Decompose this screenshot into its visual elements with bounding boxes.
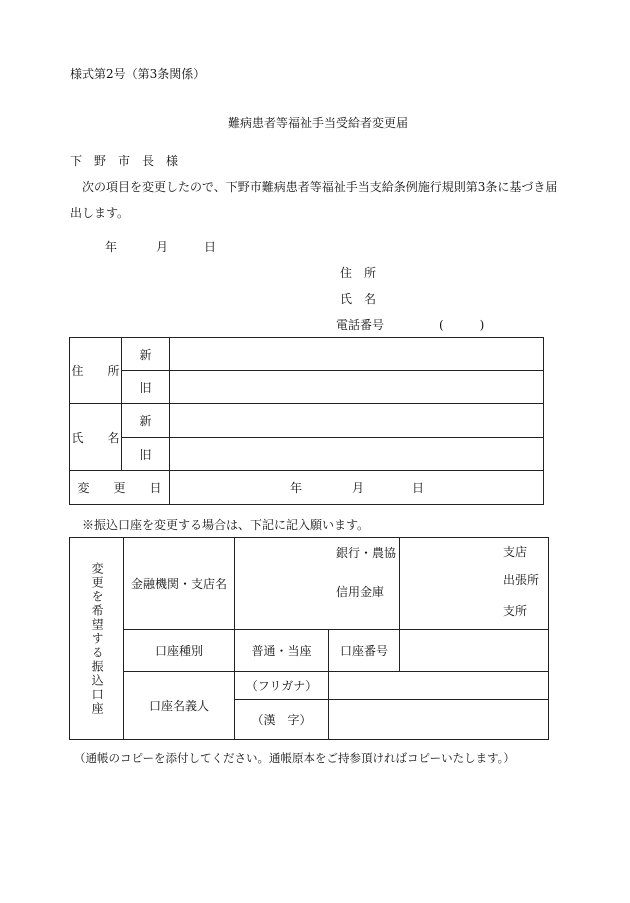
address-old-field[interactable] (170, 371, 544, 404)
date-day-label: 日 (204, 240, 217, 254)
applicant-phone-parentheses: ( ) (439, 318, 485, 332)
account-number-label: 口座番号 (329, 630, 400, 672)
bank-side-label: 変更を希望する振込口座 (90, 561, 105, 716)
form-number: 様式第2号（第3条関係） (70, 67, 206, 81)
name-old-label: 旧 (122, 438, 170, 471)
furigana-field[interactable] (329, 672, 549, 700)
name-new-label: 新 (122, 404, 170, 438)
footer-note: （通帳のコピーを添付してください。通帳原本をご持参頂ければコピーいたします。） (74, 751, 515, 765)
change-date-label: 変 更 日 (70, 471, 170, 505)
applicant-name-label: 氏 名 (340, 292, 377, 306)
branch-type-1: 支店 (503, 545, 528, 559)
bank-note: ※振込口座を変更する場合は、下記に記入願います。 (82, 518, 370, 532)
account-type-label: 口座種別 (124, 630, 235, 672)
branch-type-3: 支所 (503, 604, 528, 618)
date-month-label: 月 (156, 240, 169, 254)
holder-label: 口座名義人 (124, 672, 235, 740)
branch-type-2: 出張所 (503, 573, 540, 587)
furigana-label: （フリガナ） (235, 672, 329, 700)
applicant-address-label: 住 所 (340, 266, 377, 280)
name-label: 氏 名 (70, 404, 122, 471)
bank-table (69, 537, 549, 740)
institution-label: 金融機関・支店名 (124, 538, 235, 630)
institution-field[interactable] (235, 538, 400, 630)
address-label: 住 所 (70, 338, 122, 404)
bank-side-label-cell (70, 538, 124, 740)
bank-type-1: 銀行・農協 (336, 546, 397, 560)
addressee: 下 野 市 長 様 (70, 154, 179, 168)
name-old-field[interactable] (170, 438, 544, 471)
account-type-value[interactable]: 普通・当座 (235, 630, 329, 672)
bank-type-2: 信用金庫 (336, 585, 385, 599)
applicant-phone-label: 電話番号 (336, 318, 385, 332)
change-table (69, 337, 544, 505)
address-old-label: 旧 (122, 371, 170, 404)
change-date-field[interactable] (170, 471, 544, 505)
form-title: 難病患者等福祉手当受給者変更届 (228, 116, 409, 130)
address-new-field[interactable] (170, 338, 544, 371)
branch-field[interactable] (400, 538, 549, 630)
name-new-field[interactable] (170, 404, 544, 438)
change-date-year: 年 (290, 481, 303, 495)
date-year-label: 年 (105, 240, 118, 254)
body-text: 次の項目を変更したので、下野市難病患者等福祉手当支給条例施行規則第3条に基づき届出します。 (70, 180, 558, 220)
change-date-day: 日 (412, 481, 425, 495)
account-number-field[interactable] (400, 630, 549, 672)
change-date-month: 月 (352, 481, 365, 495)
kanji-field[interactable] (329, 700, 549, 740)
address-new-label: 新 (122, 338, 170, 371)
kanji-label: （漢 字） (235, 700, 329, 740)
